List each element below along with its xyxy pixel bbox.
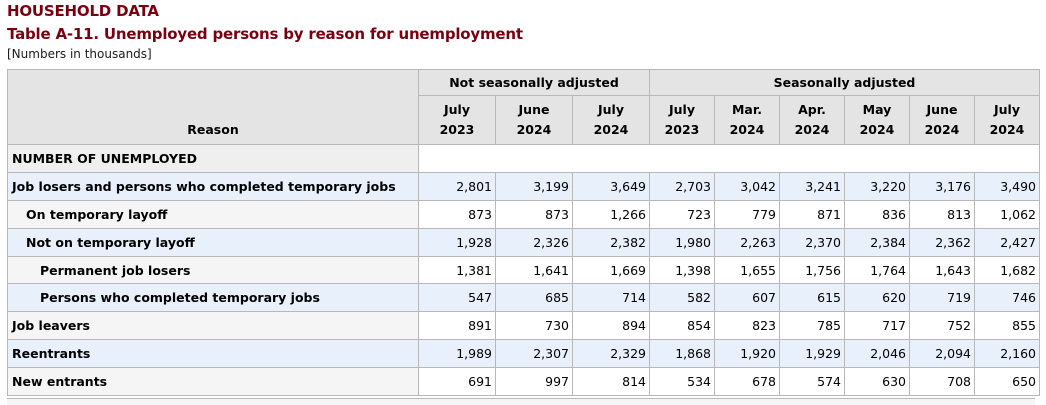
value-cell: 2,046	[845, 340, 910, 368]
row-label: Permanent job losers	[8, 256, 419, 284]
value-cell: 3,042	[715, 172, 780, 200]
value-cell: 714	[573, 284, 650, 312]
value-cell: 2,362	[910, 228, 975, 256]
value-cell: 1,764	[845, 256, 910, 284]
category-heading: HOUSEHOLD DATA	[7, 2, 159, 20]
period-year: 2024	[859, 122, 895, 137]
value-cell: 894	[573, 312, 650, 340]
value-cell: 1,868	[650, 340, 715, 368]
period-month: July	[994, 102, 1020, 117]
value-cell: 2,307	[496, 340, 573, 368]
value-cell: 607	[715, 284, 780, 312]
period-column-header	[573, 96, 650, 145]
value-cell: 534	[650, 368, 715, 396]
row-label: Job losers and persons who completed temporary jobs	[8, 172, 419, 200]
period-column-header	[496, 96, 573, 145]
value-cell: 630	[845, 368, 910, 396]
table-row	[8, 284, 1040, 312]
period-column-header	[845, 96, 910, 145]
period-year: 2024	[729, 122, 765, 137]
period-year: 2024	[924, 122, 960, 137]
value-cell: 1,980	[650, 228, 715, 256]
value-cell: 871	[780, 200, 845, 228]
value-cell: 1,381	[419, 256, 496, 284]
group-header-seasonally-adjusted: Seasonally adjusted	[650, 70, 1040, 96]
value-cell: 2,384	[845, 228, 910, 256]
group-header-not-seasonally-adjusted: Not seasonally adjusted	[419, 70, 650, 96]
value-cell: 1,655	[715, 256, 780, 284]
value-cell: 997	[496, 368, 573, 396]
table-row	[8, 256, 1040, 284]
reason-column-header: Reason	[8, 70, 419, 145]
value-cell: 1,398	[650, 256, 715, 284]
value-cell: 873	[496, 200, 573, 228]
value-cell: 1,669	[573, 256, 650, 284]
value-cell: 547	[419, 284, 496, 312]
value-cell: 708	[910, 368, 975, 396]
period-month: Apr.	[798, 102, 826, 117]
value-cell: 717	[845, 312, 910, 340]
value-cell: 3,490	[975, 172, 1040, 200]
value-cell: 746	[975, 284, 1040, 312]
value-cell: 823	[715, 312, 780, 340]
value-cell: 620	[845, 284, 910, 312]
period-month: June	[926, 102, 958, 117]
period-month: Mar.	[731, 102, 762, 117]
value-cell: 2,326	[496, 228, 573, 256]
value-cell: 873	[419, 200, 496, 228]
unemployment-reason-table	[7, 69, 1040, 396]
row-label: Persons who completed temporary jobs	[8, 284, 419, 312]
table-row	[8, 228, 1040, 256]
value-cell: 2,801	[419, 172, 496, 200]
section-blank-cell	[419, 145, 1040, 173]
period-column-header	[780, 96, 845, 145]
value-cell: 1,266	[573, 200, 650, 228]
value-cell: 1,756	[780, 256, 845, 284]
value-cell: 1,928	[419, 228, 496, 256]
period-column-header	[910, 96, 975, 145]
value-cell: 1,062	[975, 200, 1040, 228]
table-row	[8, 312, 1040, 340]
period-month: May	[862, 102, 892, 117]
value-cell: 685	[496, 284, 573, 312]
period-year: 2023	[664, 122, 700, 137]
value-cell: 2,160	[975, 340, 1040, 368]
period-month: June	[518, 102, 550, 117]
row-label: Job leavers	[8, 312, 419, 340]
table-row	[8, 172, 1040, 200]
row-label: New entrants	[8, 368, 419, 396]
value-cell: 813	[910, 200, 975, 228]
value-cell: 855	[975, 312, 1040, 340]
value-cell: 2,427	[975, 228, 1040, 256]
period-column-header	[419, 96, 496, 145]
value-cell: 3,649	[573, 172, 650, 200]
table-row	[8, 368, 1040, 396]
value-cell: 854	[650, 312, 715, 340]
value-cell: 615	[780, 284, 845, 312]
value-cell: 1,989	[419, 340, 496, 368]
period-year: 2024	[516, 122, 552, 137]
value-cell: 1,929	[780, 340, 845, 368]
value-cell: 1,641	[496, 256, 573, 284]
value-cell: 2,382	[573, 228, 650, 256]
value-cell: 785	[780, 312, 845, 340]
period-month: July	[444, 102, 470, 117]
period-year: 2024	[593, 122, 629, 137]
value-cell: 719	[910, 284, 975, 312]
value-cell: 2,703	[650, 172, 715, 200]
value-cell: 2,263	[715, 228, 780, 256]
period-month: July	[669, 102, 695, 117]
value-cell: 891	[419, 312, 496, 340]
value-cell: 3,176	[910, 172, 975, 200]
value-cell: 779	[715, 200, 780, 228]
table-row	[8, 340, 1040, 368]
row-label: On temporary layoff	[8, 200, 419, 228]
value-cell: 1,682	[975, 256, 1040, 284]
row-label: Not on temporary layoff	[8, 228, 419, 256]
period-year: 2024	[989, 122, 1025, 137]
value-cell: 814	[573, 368, 650, 396]
value-cell: 582	[650, 284, 715, 312]
period-column-header	[975, 96, 1040, 145]
value-cell: 723	[650, 200, 715, 228]
section-row	[8, 145, 1040, 173]
value-cell: 2,370	[780, 228, 845, 256]
value-cell: 836	[845, 200, 910, 228]
value-cell: 1,643	[910, 256, 975, 284]
section-label: NUMBER OF UNEMPLOYED	[8, 145, 419, 173]
period-year: 2023	[439, 122, 475, 137]
value-cell: 2,094	[910, 340, 975, 368]
period-column-header	[715, 96, 780, 145]
period-month: July	[598, 102, 624, 117]
value-cell: 752	[910, 312, 975, 340]
value-cell: 574	[780, 368, 845, 396]
value-cell: 1,920	[715, 340, 780, 368]
value-cell: 3,241	[780, 172, 845, 200]
value-cell: 650	[975, 368, 1040, 396]
period-year: 2024	[794, 122, 830, 137]
units-note: [Numbers in thousands]	[7, 47, 152, 61]
period-column-header	[650, 96, 715, 145]
value-cell: 3,220	[845, 172, 910, 200]
table-row	[8, 200, 1040, 228]
table-title: Table A-11. Unemployed persons by reason for unemployment	[7, 25, 523, 43]
value-cell: 691	[419, 368, 496, 396]
row-label: Reentrants	[8, 340, 419, 368]
value-cell: 2,329	[573, 340, 650, 368]
table-body	[8, 145, 1040, 396]
value-cell: 3,199	[496, 172, 573, 200]
value-cell: 678	[715, 368, 780, 396]
value-cell: 730	[496, 312, 573, 340]
